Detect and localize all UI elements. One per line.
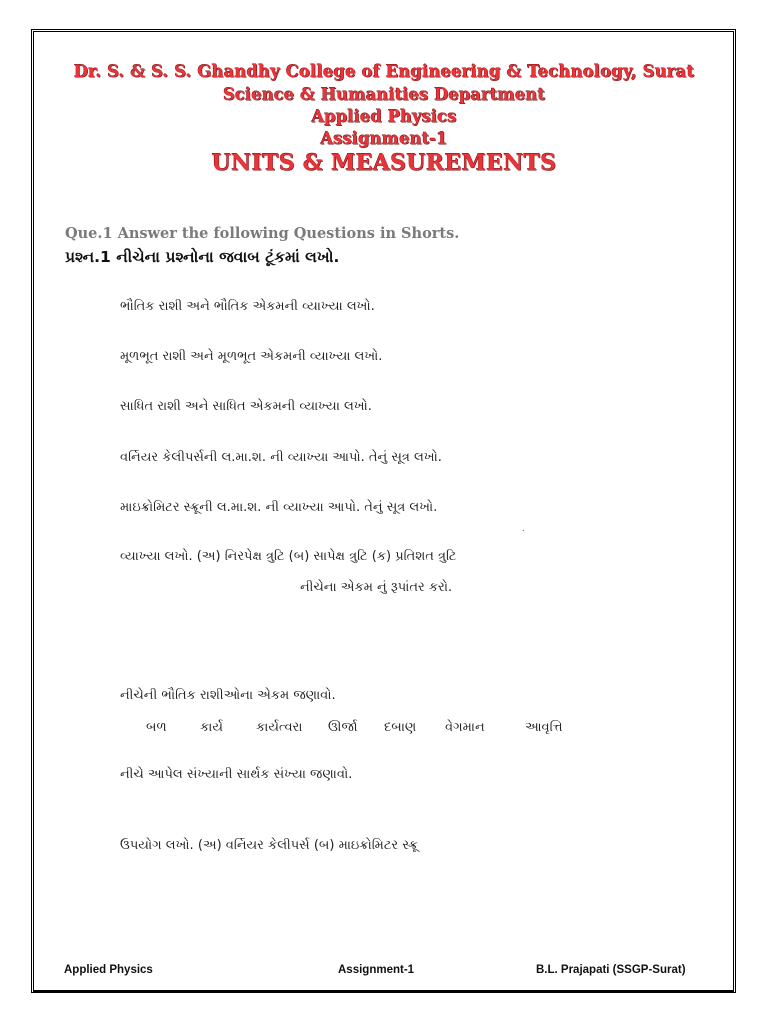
question-item: માઇક્રોમિટર સ્ક્રૂની લ.મા.શ. ની વ્યાખ્યા આપો. તેનું સૂત્ર લખો. <box>120 500 438 515</box>
question-item: મૂળભૂત રાશી અને મૂળભૂત એકમની વ્યાખ્યા લખો. <box>120 349 383 364</box>
subject-name: Applied Physics <box>311 107 457 126</box>
question-item: સાધિત રાશી અને સાધિત એકમની વ્યાખ્યા લખો. <box>120 399 372 414</box>
term-item: ઊર્જા <box>328 720 358 735</box>
term-item: વેગમાન <box>445 720 485 735</box>
term-item: દબાણ <box>384 720 417 735</box>
question-item: નીચેના એકમ નું રૂપાંતર કરો. <box>300 580 453 595</box>
question-item: નીચે આપેલ સંખ્યાની સાર્થક સંખ્યા જણાવો. <box>120 767 353 782</box>
department-name: Science & Humanities Department <box>223 85 545 104</box>
question-title-english: Que.1 Answer the following Questions in Shorts. <box>65 225 460 242</box>
footer-subject: Applied Physics <box>64 964 153 976</box>
question-title-gujarati: પ્રશ્ન.1 નીચેના પ્રશ્નોના જવાબ ટૂંકમાં લખો. <box>65 248 340 266</box>
footer-assignment: Assignment-1 <box>338 964 415 976</box>
term-item: કાર્યત્વરા <box>256 720 303 735</box>
term-item: આવૃત્તિ <box>525 720 563 735</box>
question-item: નીચેની ભૌતિક રાશીઓના એકમ જણાવો. <box>120 688 336 703</box>
college-name: Dr. S. & S. S. Ghandhy College of Engineering & Technology, Surat <box>73 62 695 81</box>
stray-mark: . <box>522 524 525 533</box>
bottom-rule <box>33 990 734 992</box>
question-item: વર્નિયર કેલીપર્સની લ.મા.શ. ની વ્યાખ્યા આપો. તેનું સૂત્ર લખો. <box>120 450 442 465</box>
physical-quantities-list <box>0 720 768 740</box>
footer-author: B.L. Prajapati (SSGP-Surat) <box>536 964 686 976</box>
question-item: વ્યાખ્યા લખો. (અ) નિરપેક્ષ ત્રુટિ (બ) સાપેક્ષ ત્રુટિ (ક) પ્રતિશત ત્રુટિ <box>120 549 457 564</box>
term-item: કાર્ય <box>200 720 224 735</box>
assignment-number: Assignment-1 <box>320 129 448 148</box>
topic-title: UNITS & MEASUREMENTS <box>211 150 557 176</box>
question-item: ઉપયોગ લખો. (અ) વર્નિયર કેલીપર્સ (બ) માઇક્રોમિટર સ્ક્રૂ <box>120 838 418 853</box>
question-item: ભૌતિક રાશી અને ભૌતિક એકમની વ્યાખ્યા લખો. <box>120 299 375 314</box>
term-item: બળ <box>146 720 167 735</box>
